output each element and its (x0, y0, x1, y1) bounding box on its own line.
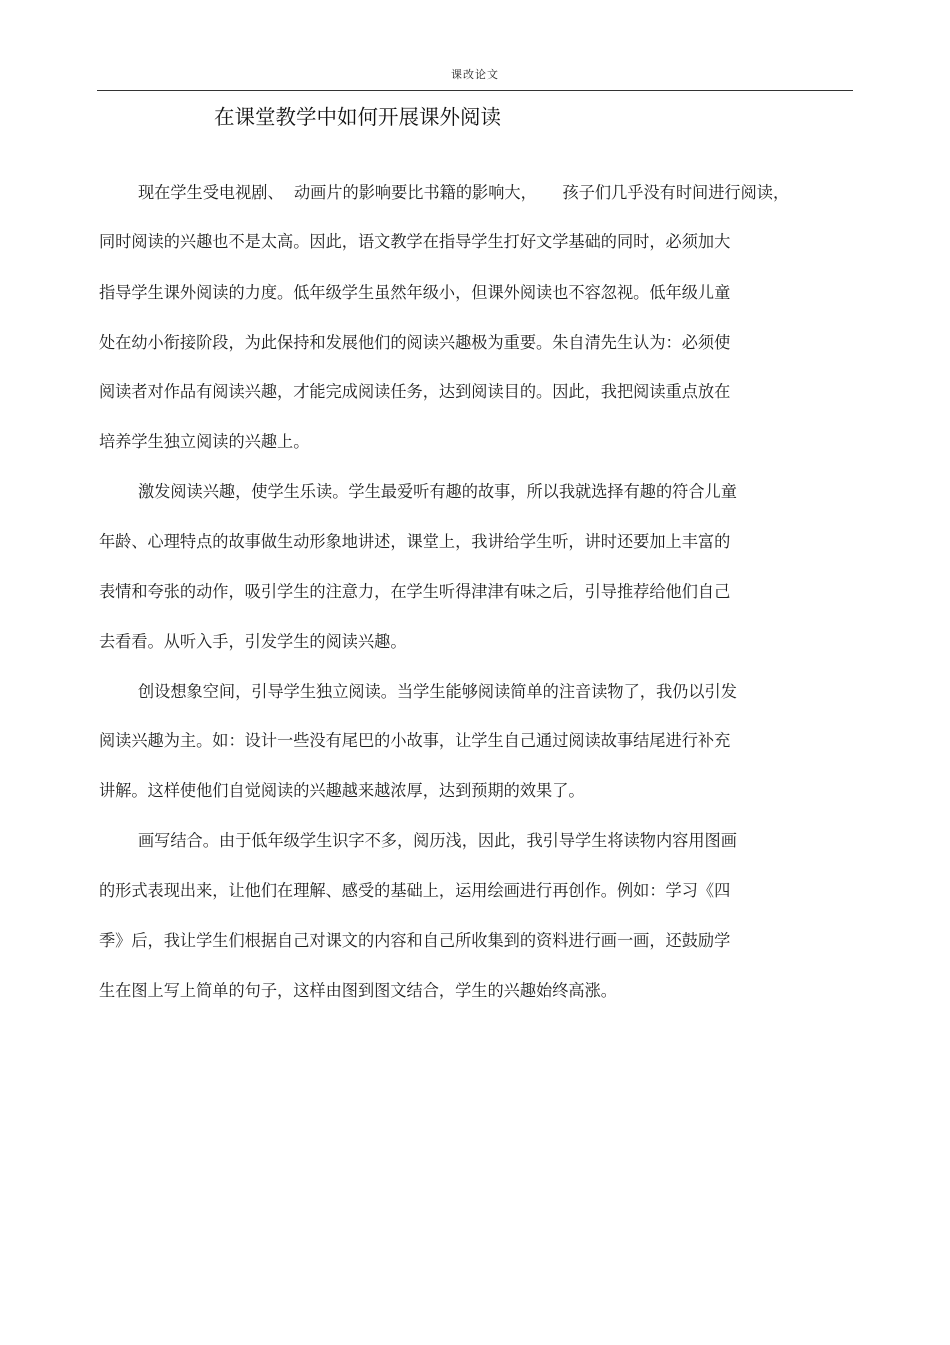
paragraph-line: 的形式表现出来，让他们在理解、感受的基础上，运用绘画进行再创作。例如：学习《四 (99, 881, 731, 900)
paragraph-line: 指导学生课外阅读的力度。低年级学生虽然年级小，但课外阅读也不容忽视。低年级儿童 (99, 283, 731, 302)
paragraph-line: 激发阅读兴趣，使学生乐读。学生最爱听有趣的故事，所以我就选择有趣的符合儿童 (138, 482, 737, 501)
paragraph-line: 阅读兴趣为主。如：设计一些没有尾巴的小故事，让学生自己通过阅读故事结尾进行补充 (99, 731, 731, 750)
paragraph-line: 年龄、心理特点的故事做生动形象地讲述，课堂上，我讲给学生听，讲时还要加上丰富的 (99, 532, 731, 551)
document-title: 在课堂教学中如何开展课外阅读 (214, 105, 501, 129)
paragraph-line: 季》后，我让学生们根据自己对课文的内容和自己所收集到的资料进行画一画，还鼓励学 (99, 931, 731, 950)
paragraph-line: 阅读者对作品有阅读兴趣，才能完成阅读任务，达到阅读目的。因此，我把阅读重点放在 (99, 382, 731, 401)
paragraph-line: 培养学生独立阅读的兴趣上。 (99, 432, 310, 451)
paragraph-line: 去看看。从听入手，引发学生的阅读兴趣。 (99, 632, 407, 651)
paragraph-line: 同时阅读的兴趣也不是太高。因此，语文教学在指导学生打好文学基础的同时，必须加大 (99, 232, 731, 251)
paragraph-line: 表情和夸张的动作，吸引学生的注意力，在学生听得津津有味之后，引导推荐给他们自己 (99, 582, 731, 601)
paragraph-line: 讲解。这样使他们自觉阅读的兴趣越来越浓厚，达到预期的效果了。 (99, 781, 585, 800)
page-header-label: 课改论文 (451, 68, 499, 81)
paragraph-line: 现在学生受电视剧、 动画片的影响要比书籍的影响大， 孩子们几乎没有时间进行阅读， (138, 183, 790, 202)
paragraph-line: 生在图上写上简单的句子，这样由图到图文结合，学生的兴趣始终高涨。 (99, 981, 617, 1000)
paragraph-line: 画写结合。由于低年级学生识字不多，阅历浅，因此，我引导学生将读物内容用图画 (138, 831, 737, 850)
paragraph-line: 创设想象空间，引导学生独立阅读。当学生能够阅读简单的注音读物了，我仍以引发 (138, 682, 737, 701)
paragraph-line: 处在幼小衔接阶段，为此保持和发展他们的阅读兴趣极为重要。朱自清先生认为：必须使 (99, 333, 731, 352)
header-rule (97, 90, 853, 91)
